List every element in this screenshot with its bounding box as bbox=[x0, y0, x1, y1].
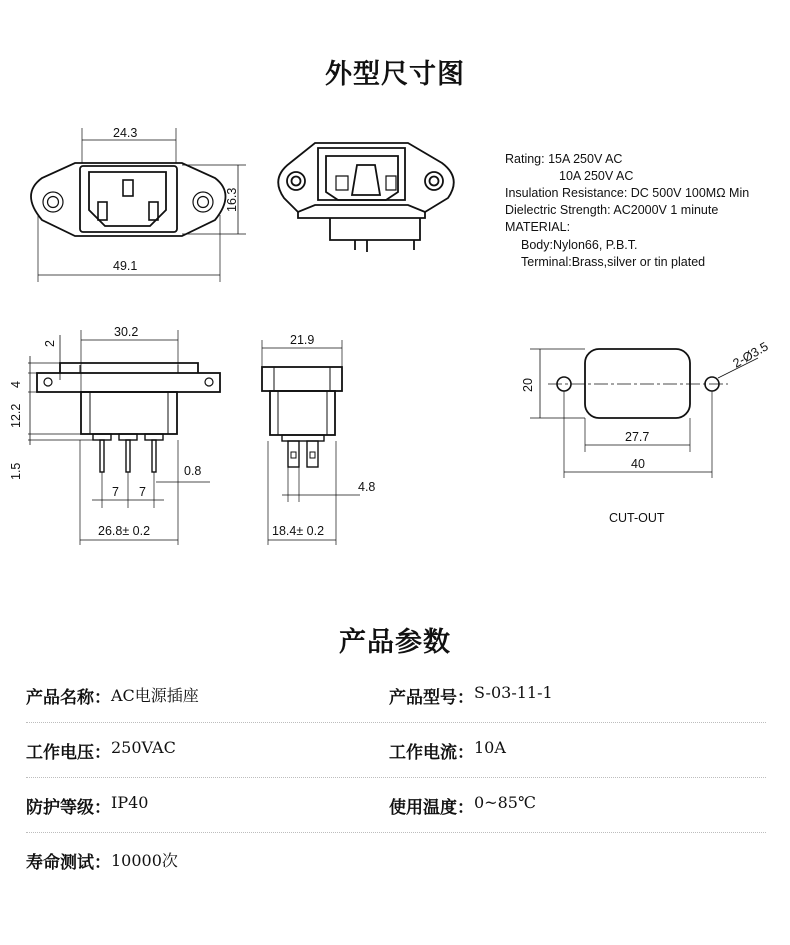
end-4-8-dim: 4.8 bbox=[358, 480, 376, 494]
end-bottom-dim: 18.4± 0.2 bbox=[272, 524, 325, 538]
param-value: AC电源插座 bbox=[111, 685, 199, 705]
side-4-dim: 4 bbox=[9, 381, 23, 388]
iso-view bbox=[278, 143, 454, 252]
param-label: 防护等级： bbox=[26, 797, 111, 818]
drawing-title: 外型尺寸图 bbox=[325, 59, 465, 90]
cutout-holes-dim: 2-Ø3.5 bbox=[730, 339, 771, 371]
params-row bbox=[26, 778, 766, 833]
side-bottom-dim: 26.8± 0.2 bbox=[98, 524, 151, 538]
param-value: S-03-11-1 bbox=[474, 682, 553, 702]
cutout-outer-dim: 40 bbox=[631, 457, 645, 471]
param-label: 产品名称： bbox=[26, 687, 111, 708]
side-top-dim: 30.2 bbox=[114, 325, 139, 339]
param-label: 工作电流： bbox=[389, 742, 474, 763]
cutout-inner-dim: 27.7 bbox=[625, 430, 650, 444]
param-label: 产品型号： bbox=[389, 687, 474, 708]
side-7b-dim: 7 bbox=[139, 485, 146, 499]
spec-insulation: Insulation Resistance: DC 500V 100MΩ Min bbox=[505, 186, 750, 200]
spec-rating-2: 10A 250V AC bbox=[559, 169, 634, 183]
param-value: 10A bbox=[474, 737, 506, 757]
param-value: 10000次 bbox=[111, 851, 178, 870]
cutout-height-dim: 20 bbox=[521, 378, 535, 392]
side-0-8-dim: 0.8 bbox=[184, 464, 202, 478]
param-label: 寿命测试： bbox=[26, 853, 111, 873]
param-label: 使用温度： bbox=[389, 797, 474, 818]
params-row bbox=[26, 833, 766, 888]
side-12-2-dim: 12.2 bbox=[9, 403, 23, 428]
params-row bbox=[26, 723, 766, 778]
end-top-dim: 21.9 bbox=[290, 333, 315, 347]
params-table bbox=[26, 668, 766, 888]
end-view bbox=[262, 340, 360, 545]
front-height-dim: 16.3 bbox=[225, 187, 239, 212]
spec-rating: Rating: 15A 250V AC bbox=[505, 152, 623, 166]
params-title: 产品参数 bbox=[339, 627, 451, 658]
param-value: 250VAC bbox=[111, 737, 176, 757]
param-value: 0~85℃ bbox=[474, 792, 536, 812]
front-width-dim: 24.3 bbox=[113, 126, 138, 140]
param-value: IP40 bbox=[111, 792, 149, 812]
front-view bbox=[31, 128, 246, 282]
side-2-dim: 2 bbox=[43, 340, 57, 347]
front-total-dim: 49.1 bbox=[113, 259, 138, 273]
spec-body: Body:Nylon66, P.B.T. bbox=[521, 238, 638, 252]
side-view bbox=[28, 330, 220, 545]
param-label: 工作电压： bbox=[26, 742, 111, 763]
spec-terminal: Terminal:Brass,silver or tin plated bbox=[521, 255, 706, 269]
params-row bbox=[26, 668, 766, 723]
spec-material: MATERIAL: bbox=[505, 220, 571, 234]
side-7a-dim: 7 bbox=[112, 485, 119, 499]
cutout-label: CUT-OUT bbox=[609, 511, 665, 525]
side-1-5-dim: 1.5 bbox=[9, 462, 23, 480]
spec-dielectric: Dielectric Strength: AC2000V 1 minute bbox=[505, 203, 719, 217]
